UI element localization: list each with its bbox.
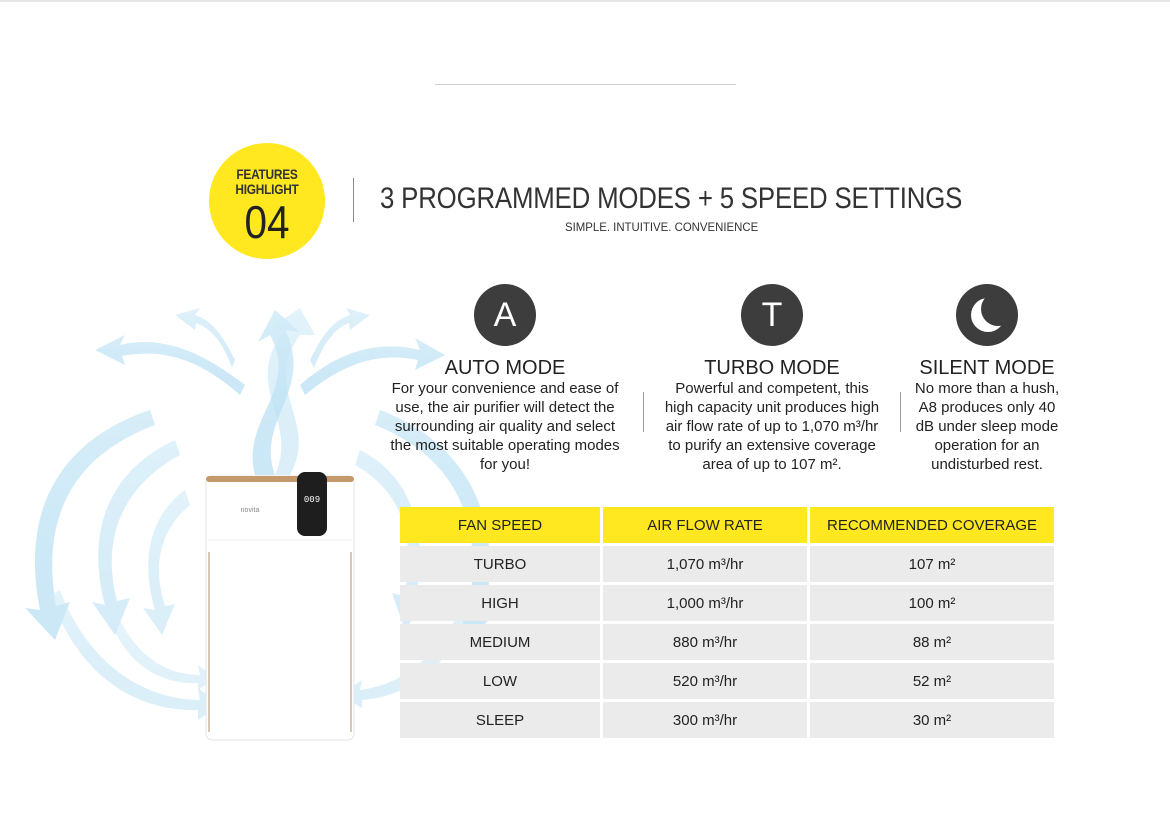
mode-silent	[908, 284, 1066, 474]
mode-silent-description: No more than a hush, A8 produces only 40 dB under sleep mode operation for an undisturbed rest.	[914, 380, 1060, 473]
coverage-cell: 88 m²	[810, 624, 1054, 660]
header-separator	[353, 178, 354, 222]
air-flow-cell: 880 m³/hr	[603, 624, 807, 660]
fan-speed-cell: LOW	[400, 663, 600, 699]
air-flow-cell: 520 m³/hr	[603, 663, 807, 699]
coverage-cell: 107 m²	[810, 546, 1054, 582]
air-flow-cell: 1,070 m³/hr	[603, 546, 807, 582]
purifier-body	[206, 472, 354, 740]
mode-auto-title: AUTO MODE	[444, 357, 566, 379]
badge-number: 04	[244, 196, 290, 248]
fan-speed-cell: TURBO	[400, 546, 600, 582]
mode-separator	[900, 392, 901, 432]
mode-silent-title: SILENT MODE	[919, 357, 1055, 379]
fan-speed-table	[397, 504, 1057, 741]
features-highlight-badge	[209, 143, 325, 259]
top-border	[0, 0, 1170, 2]
section-divider	[435, 84, 736, 85]
page-title: 3 PROGRAMMED MODES + 5 SPEED SETTINGS	[380, 182, 963, 215]
table-row	[400, 585, 1054, 621]
page-subtitle: SIMPLE. INTUITIVE. CONVENIENCE	[565, 220, 759, 234]
mode-auto	[390, 284, 620, 474]
mode-turbo-title: TURBO MODE	[704, 357, 840, 379]
header-air-flow-rate: AIR FLOW RATE	[603, 507, 807, 543]
badge-line-2: HIGHLIGHT	[235, 181, 299, 197]
air-flow-cell: 1,000 m³/hr	[603, 585, 807, 621]
mode-turbo-description: Powerful and competent, this high capacity unit produces high air flow rate of up to 1,070 m³/hr to purify an extensive coverage area of up to 107 m².	[664, 380, 880, 473]
table-header-row	[400, 507, 1054, 543]
header-recommended-coverage: RECOMMENDED COVERAGE	[810, 507, 1054, 543]
mode-turbo	[660, 284, 884, 474]
purifier-display: 009	[303, 495, 321, 505]
turbo-mode-icon: T	[741, 284, 803, 346]
table-row	[400, 624, 1054, 660]
fan-speed-cell: SLEEP	[400, 702, 600, 738]
coverage-cell: 52 m²	[810, 663, 1054, 699]
table-row	[400, 702, 1054, 738]
header-fan-speed: FAN SPEED	[400, 507, 600, 543]
badge-line-1: FEATURES	[236, 166, 298, 182]
mode-separator	[643, 392, 644, 432]
mode-auto-description: For your convenience and ease of use, the air purifier will detect the surrounding air quality and select the most suitable operating modes for you!	[390, 380, 620, 473]
table-row	[400, 663, 1054, 699]
coverage-cell: 100 m²	[810, 585, 1054, 621]
table-row	[400, 546, 1054, 582]
fan-speed-cell: MEDIUM	[400, 624, 600, 660]
auto-mode-icon: A	[474, 284, 536, 346]
coverage-cell: 30 m²	[810, 702, 1054, 738]
purifier-brand: novita	[240, 507, 260, 514]
fan-speed-cell: HIGH	[400, 585, 600, 621]
moon-icon	[956, 284, 1018, 346]
air-flow-cell: 300 m³/hr	[603, 702, 807, 738]
